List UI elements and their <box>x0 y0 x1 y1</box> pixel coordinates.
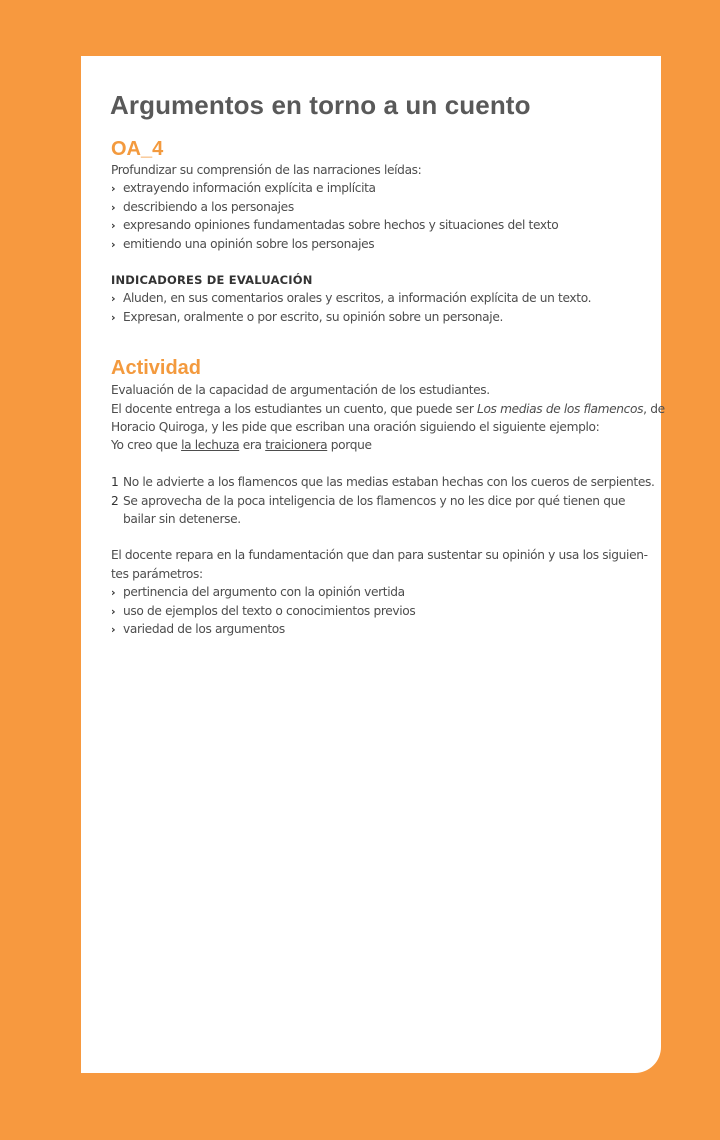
chevron-right-icon: › <box>111 238 116 251</box>
page-title: Argumentos en torno a un cuento <box>110 90 531 120</box>
evaluation-paragraph: El docente repara en la fundamentación que dan para sustentar su opinión y usa los siguien- <box>111 548 648 562</box>
objective-item: › emitiendo una opinión sobre los personajes <box>111 235 374 253</box>
objective-item: › describiendo a los personajes <box>111 198 294 216</box>
numbered-item: 1 No le advierte a los flamencos que las medias estaban hechas con los cueros de serpientes. <box>111 475 655 489</box>
objective-intro: Profundizar su comprensión de las narraciones leídas: <box>111 163 422 177</box>
chevron-right-icon: › <box>111 182 116 195</box>
chevron-right-icon: › <box>111 586 116 599</box>
parameter-item: › pertinencia del argumento con la opinión vertida <box>111 583 405 601</box>
activity-description: Evaluación de la capacidad de argumentación de los estudiantes. <box>111 383 490 397</box>
indicators-heading: INDICADORES DE EVALUACIÓN <box>111 273 313 287</box>
story-title: Los medias de los flamencos <box>477 402 644 416</box>
chevron-right-icon: › <box>111 201 116 214</box>
activity-instructions: El docente entrega a los estudiantes un cuento, que puede ser Los medias de los flamencos, de <box>111 402 665 416</box>
objective-item: › expresando opiniones fundamentadas sobre hechos y situaciones del texto <box>111 216 558 234</box>
numbered-item-cont: bailar sin detenerse. <box>123 512 241 526</box>
activity-title: Actividad <box>111 357 202 379</box>
activity-instructions-cont: Horacio Quiroga, y les pide que escriban una oración siguiendo el siguiente ejemplo: <box>111 420 600 434</box>
evaluation-paragraph-cont: tes parámetros: <box>111 567 203 581</box>
chevron-right-icon: › <box>111 292 116 305</box>
chevron-right-icon: › <box>111 311 116 324</box>
objective-item: › extrayendo información explícita e implícita <box>111 179 376 197</box>
numbered-item: 2 Se aprovecha de la poca inteligencia de los flamencos y no les dice por qué tienen que <box>111 494 626 508</box>
document-card <box>81 56 665 1073</box>
indicator-item: › Expresan, oralmente o por escrito, su opinión sobre un personaje. <box>111 308 503 326</box>
parameter-item: › uso de ejemplos del texto o conocimientos previos <box>111 602 415 620</box>
example-sentence: Yo creo que la lechuza era traicionera porque <box>111 438 372 452</box>
chevron-right-icon: › <box>111 623 116 636</box>
indicator-item: › Aluden, en sus comentarios orales y escritos, a información explícita de un texto. <box>111 289 591 307</box>
parameter-item: › variedad de los argumentos <box>111 620 285 638</box>
chevron-right-icon: › <box>111 219 116 232</box>
objective-code: OA_4 <box>111 138 164 160</box>
chevron-right-icon: › <box>111 605 116 618</box>
